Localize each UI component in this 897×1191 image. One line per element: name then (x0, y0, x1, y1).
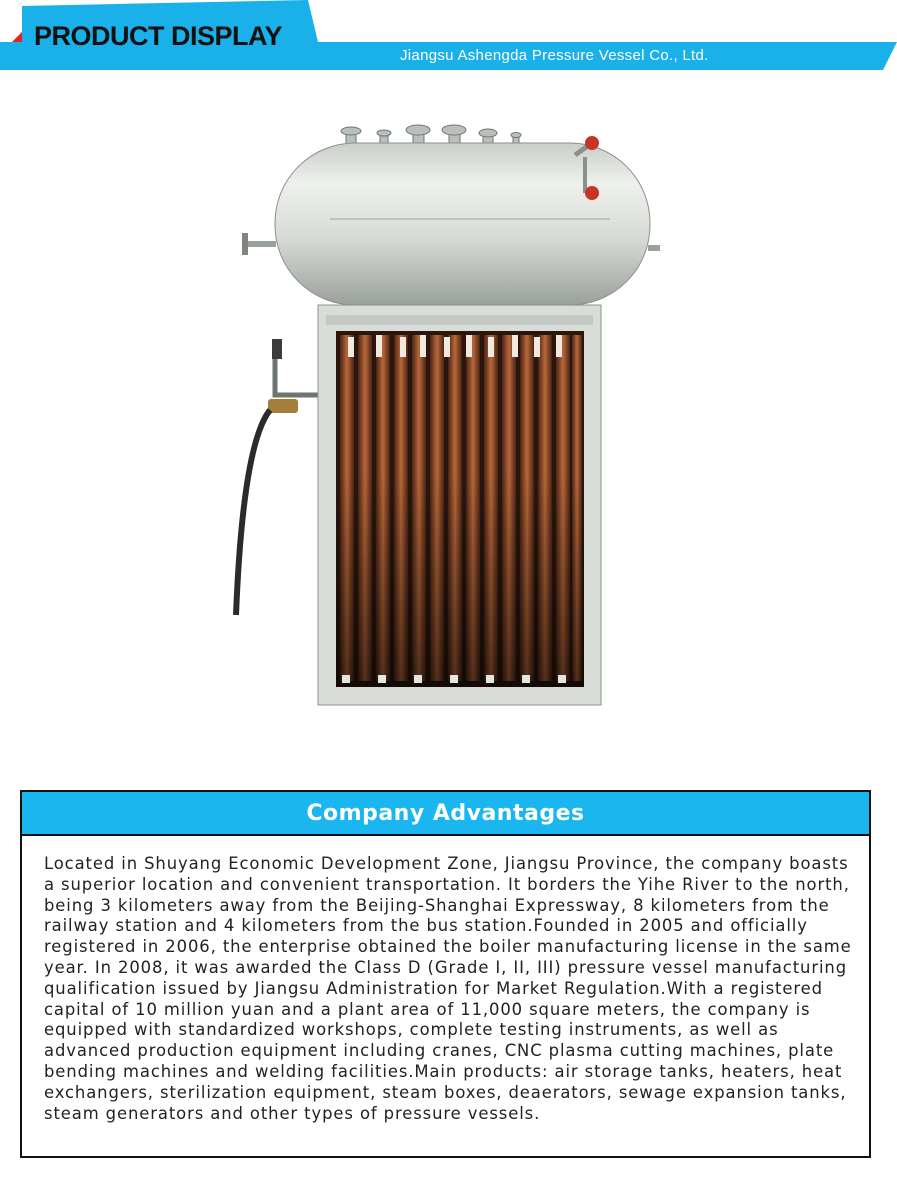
company-advantages-panel (20, 790, 871, 1158)
header-banner (0, 0, 897, 80)
pressure-vessel-icon (230, 95, 670, 760)
red-corner-marker (12, 32, 22, 42)
advantages-header (22, 792, 869, 836)
page-title: PRODUCT DISPLAY (34, 21, 283, 51)
product-photo (230, 95, 670, 760)
advantages-title: Company Advantages (306, 800, 585, 826)
advantages-text: Located in Shuyang Economic Development Zone, Jiangsu Province, the company boasts a superior location and convenient transportation. It borders the Yihe River to the north, being 3 kilometers away from the Beijing-Shanghai Expressway, 8 kilometers from the railway station and 4 kilometers from the bus station.Founded in 2005 and officially registered in 2006, the enterprise obtained the boiler manufacturing license in the same year. In 2008, it was awarded the Class D (Grade I, II, III) pressure vessel manufacturing qualification issued by Jiangsu Administration for Market Regulation.With a registered capital of 10 million yuan and a plant area of 11,000 square meters, the company is equipped with standardized workshops, complete testing instruments, as well as advanced production equipment including cranes, CNC plasma cutting machines, plate bending machines and welding facilities.Main products: air storage tanks, heaters, heat exchangers, sterilization equipment, steam boxes, deaerators, sewage expansion tanks, steam generators and other types of pressure vessels. (44, 854, 852, 1123)
company-name: Jiangsu Ashengda Pressure Vessel Co., Ltd. (400, 47, 709, 64)
